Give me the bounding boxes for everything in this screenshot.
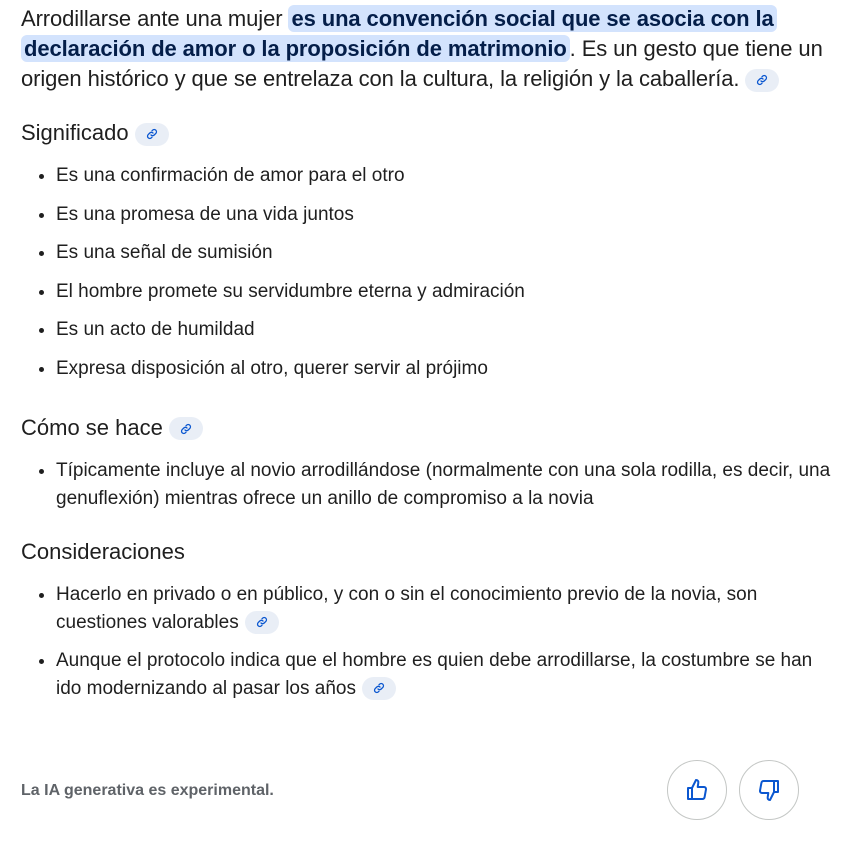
source-link-button[interactable]	[169, 417, 203, 440]
list-item: • Típicamente incluye al novio arrodillándose (normalmente con una sola rodilla, es decir, una genuflexión) mientras ofrece un anillo de compromiso a la novia	[56, 457, 831, 513]
list-item: • Aunque el protocolo indica que el hombre es quien debe arrodillarse, la costumbre se han ido modernizando al pasar los años	[56, 647, 831, 703]
link-icon	[256, 616, 268, 628]
link-icon	[146, 128, 158, 140]
list-item: • Hacerlo en privado o en público, y con o sin el conocimiento previo de la novia, son cuestiones valorables	[56, 581, 831, 637]
section-title-significado: Significado	[21, 118, 831, 148]
list-item: • Expresa disposición al otro, querer servir al prójimo	[56, 355, 831, 383]
thumbs-down-icon	[757, 778, 781, 802]
feedback-footer	[21, 778, 831, 826]
link-icon	[180, 423, 192, 435]
thumbs-up-icon	[685, 778, 709, 802]
intro-text-pre: Arrodillarse ante una mujer	[21, 6, 283, 31]
ai-overview	[21, 4, 831, 713]
link-icon	[373, 682, 385, 694]
list-item: • Es un acto de humildad	[56, 316, 831, 344]
list-item: • El hombre promete su servidumbre eterna y admiración	[56, 278, 831, 306]
source-link-button[interactable]	[245, 611, 279, 634]
list-item: • Es una señal de sumisión	[56, 239, 831, 267]
intro-highlight: es una convención social que se asocia con la declaración de amor o la proposición de matrimonio	[21, 5, 777, 62]
intro-text-post: . Es un gesto que tiene un origen histórico y que se entrelaza con la cultura, la religión y la caballería.	[21, 36, 823, 91]
thumbs-down-button[interactable]	[739, 760, 799, 820]
thumbs-up-button[interactable]	[667, 760, 727, 820]
section-title-como-se-hace: Cómo se hace	[21, 413, 831, 443]
section-title-consideraciones: Consideraciones	[21, 538, 185, 564]
source-link-button[interactable]	[745, 69, 779, 92]
significado-list	[21, 162, 831, 383]
link-icon	[756, 74, 768, 86]
list-item: • Es una promesa de una vida juntos	[56, 201, 831, 229]
como-se-hace-list	[21, 457, 831, 513]
consideraciones-list	[21, 581, 831, 703]
source-link-button[interactable]	[362, 677, 396, 700]
list-item: • Es una confirmación de amor para el otro	[56, 162, 831, 190]
experimental-disclaimer: La IA generativa es experimental.	[21, 782, 274, 799]
intro-paragraph	[21, 4, 831, 94]
source-link-button[interactable]	[135, 123, 169, 146]
